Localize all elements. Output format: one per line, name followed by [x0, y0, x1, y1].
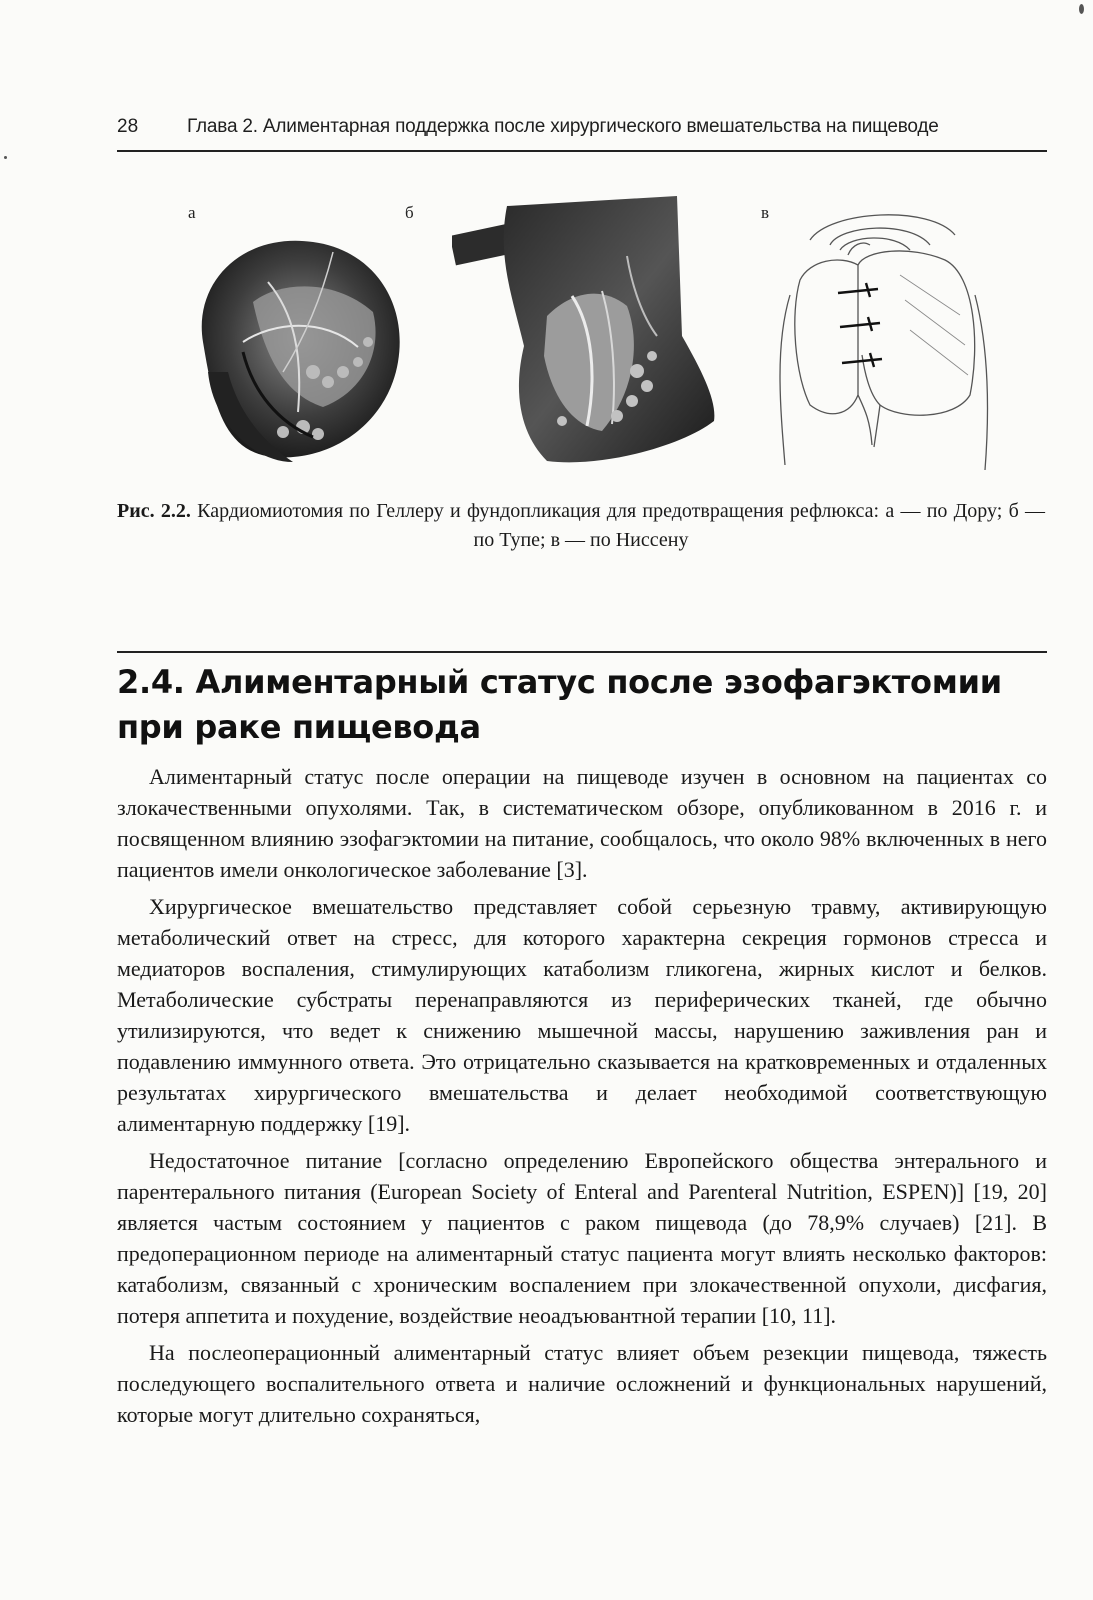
- page-number: 28: [117, 116, 139, 137]
- paragraph: Недостаточное питание [согласно определению Европейского общества энтерального и парентерального питания (European Society of Enteral and Parenteral Nutrition, ESPEN)] [19, 20] является частым состоянием у пациентов с раком пищевода (до 78,9% случаев) [21]. В предоперационном периоде на алиментарный статус пациента могут влиять несколько факторов: катаболизм, связанный с хроническим воспалением при злокачественной опухоли, дисфагия, потеря аппетита и похудение, воздействие неоадъювантной терапии [10, 11].: [117, 1148, 1047, 1328]
- body-text: [117, 761, 1047, 1436]
- scan-speck: [1079, 4, 1084, 14]
- header-rule: [117, 150, 1047, 152]
- paragraph: Хирургическое вмешательство представляет собой серьезную травму, активирующую метаболический ответ на стресс, для которого характерна секреция гормонов стресса и медиаторов воспаления, стимулирующих катаболизм гликогена, жирных кислот и белков. Метаболические субстраты перенаправляются из периферических тканей, где обычно утилизируются, что ведет к снижению мышечной массы, нарушению заживления ран и подавлению иммунного ответа. Это отрицательно сказывается на кратковременных и отдаленных результатах хирургического вмешательства и делает необходимой соответствующую алиментарную поддержку [19].: [117, 894, 1047, 1136]
- paragraph: Алиментарный статус после операции на пищеводе изучен в основном на пациентах со злокачественными опухолями. Так, в систематическом обзоре, опубликованном в 2016 г. и посвященном влиянию эзофагэктомии на питание, сообщалось, что около 98% включенных в него пациентов имели онкологическое заболевание [3].: [117, 764, 1047, 882]
- caption-label: Рис. 2.2.: [117, 500, 191, 522]
- section-rule: [117, 651, 1047, 653]
- panel-label-b: б: [405, 203, 414, 222]
- caption-text: Кардиомиотомия по Геллеру и фундопликация для предотвращения рефлюкса: а — по Дору; б — по Тупе; в — по Ниссену: [197, 500, 1045, 551]
- running-head: [117, 116, 1047, 138]
- panel-label-v: в: [761, 203, 770, 222]
- illustration-dor: [183, 222, 413, 472]
- illustration-nissen: [770, 205, 995, 475]
- paragraph: На послеоперационный алиментарный статус влияет объем резекции пищевода, тяжесть последующего воспалительного ответа и наличие осложнений и функциональных нарушений, которые могут длительно сохраняться,: [117, 1340, 1047, 1427]
- figure-caption: [117, 497, 1045, 555]
- chapter-title: Глава 2. Алиментарная поддержка после хирургического вмешательства на пищеводе: [187, 116, 939, 137]
- illustration-toupet: [452, 196, 722, 471]
- scan-speck: [4, 156, 7, 159]
- panel-label-a: а: [188, 203, 196, 222]
- section-title: 2.4. Алиментарный статус после эзофагэктомии при раке пищевода: [117, 663, 1002, 746]
